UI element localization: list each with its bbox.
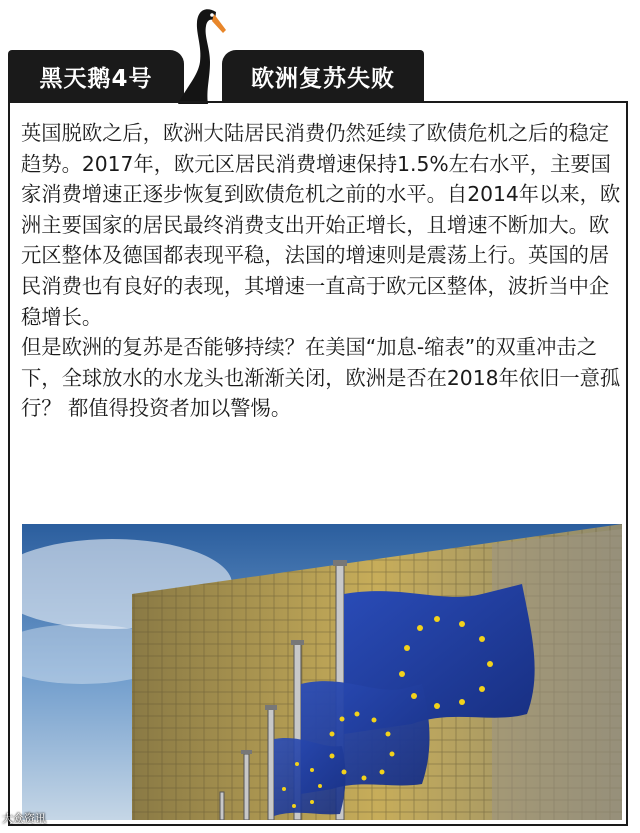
series-label: 黑天鹅4号 <box>8 50 184 102</box>
header <box>0 0 640 112</box>
paragraph-1: 英国脱欧之后，欧洲大陆居民消费仍然延续了欧债危机之后的稳定趋势。2017年，欧元区居民消费增速保持1.5%左右水平，主要国家消费增速正逐步恢复到欧债危机之前的水平。自2014年以来，欧洲主要国家的居民最终消费支出开始正增长，且增速不断加大。欧元区整体及德国都表现平稳，法国的增速则是震荡上行。英国的居民消费也有良好的表现，其增速一直高于欧元区整体，波折当中企稳增长。 <box>21 121 621 329</box>
topic-title: 欧洲复苏失败 <box>222 50 424 102</box>
watermark: 大众资讯 <box>2 812 46 825</box>
paragraph-2: 但是欧洲的复苏是否能够持续？在美国“加息-缩表”的双重冲击之下，全球放水的水龙头也渐渐关闭，欧洲是否在2018年依旧一意孤行？ 都值得投资者加以警惕。 <box>21 335 621 421</box>
eu-flags-photo <box>22 524 622 820</box>
article-body <box>21 118 624 424</box>
